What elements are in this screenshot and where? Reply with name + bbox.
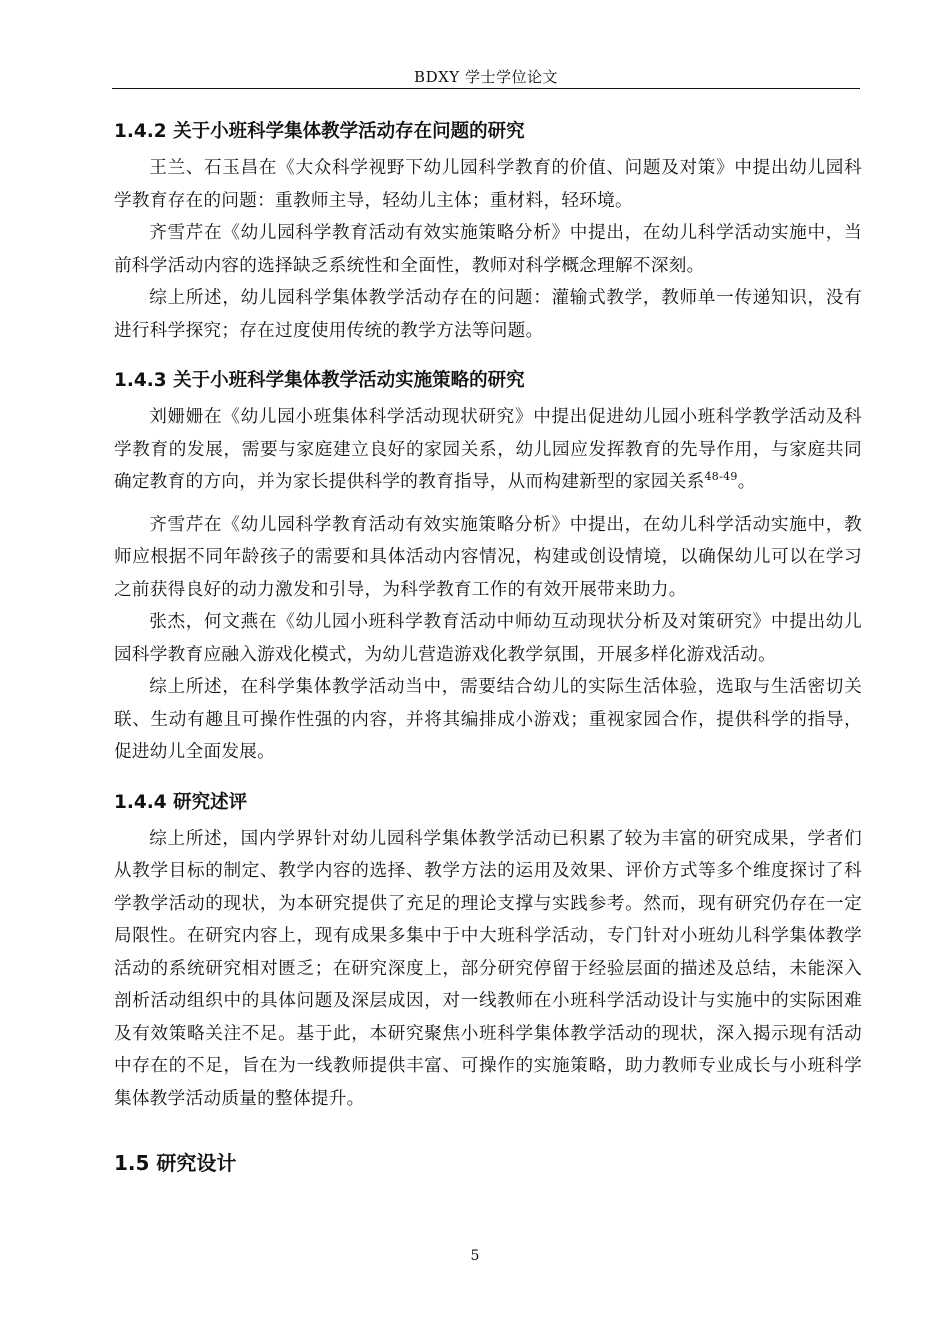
paragraph: 张杰，何文燕在《幼儿园小班科学教育活动中师幼互动现状分析及对策研究》中提出幼儿园科学教育应融入游戏化模式，为幼儿营造游戏化教学氛围，开展多样化游戏活动。	[114, 612, 862, 665]
paragraph-with-citation	[114, 401, 862, 499]
paragraph: 综上所述，幼儿园科学集体教学活动存在的问题：灌输式教学，教师单一传递知识，没有进行科学探究；存在过度使用传统的教学方法等问题。	[114, 288, 862, 341]
section-heading-1-4-2: 1.4.2 关于小班科学集体教学活动存在问题的研究	[114, 121, 525, 142]
section-heading-1-4-4: 1.4.4 研究述评	[114, 791, 248, 813]
paragraph-end: 。	[737, 472, 756, 492]
citation-superscript: 48-49	[704, 470, 738, 483]
paragraph: 综上所述，国内学界针对幼儿园科学集体教学活动已积累了较为丰富的研究成果，学者们从教学目标的制定、教学内容的选择、教学方法的运用及效果、评价方式等多个维度探讨了科学教学活动的现状，为本研究提供了充足的理论支撑与实践参考。然而，现有研究仍存在一定局限性。在研究内容上，现有成果多集中于中大班科学活动，专门针对小班幼儿科学集体教学活动的系统研究相对匮乏；在研究深度上，部分研究停留于经验层面的描述及总结，未能深入剖析活动组织中的具体问题及深层成因，对一线教师在小班科学活动设计与实施中的实际困难及有效策略关注不足。基于此，本研究聚焦小班科学集体教学活动的现状，深入揭示现有活动中存在的不足，旨在为一线教师提供丰富、可操作的实施策略，助力教师专业成长与小班科学集体教学活动质量的整体提升。	[114, 828, 862, 1109]
section-heading-1-4-3: 1.4.3 关于小班科学集体教学活动实施策略的研究	[114, 370, 525, 391]
paragraph: 综上所述，在科学集体教学活动当中，需要结合幼儿的实际生活体验，选取与生活密切关联、生动有趣且可操作性强的内容，并将其编排成小游戏；重视家园合作，提供科学的指导，促进幼儿全面发展。	[114, 677, 862, 762]
paragraph: 王兰、石玉昌在《大众科学视野下幼儿园科学教育的价值、问题及对策》中提出幼儿园科学教育存在的问题：重教师主导，轻幼儿主体；重材料，轻环境。	[114, 158, 862, 211]
paragraph: 齐雪芹在《幼儿园科学教育活动有效实施策略分析》中提出，在幼儿科学活动实施中，教师应根据不同年龄孩子的需要和具体活动内容情况，构建或创设情境，以确保幼儿可以在学习之前获得良好的动力激发和引导，为科学教育工作的有效开展带来助力。	[114, 514, 862, 600]
header-rule	[112, 88, 860, 89]
paragraph-text: 刘姗姗在《幼儿园小班集体科学活动现状研究》中提出促进幼儿园小班科学教学活动及科学教育的发展，需要与家庭建立良好的家园关系，幼儿园应发挥教育的先导作用，与家庭共同确定教育的方向，并为家长提供科学的教育指导，从而构建新型的家园关系	[114, 407, 862, 492]
section-heading-1-5: 1.5 研究设计	[114, 1151, 237, 1175]
page-body	[114, 112, 862, 1185]
paragraph: 齐雪芹在《幼儿园科学教育活动有效实施策略分析》中提出，在幼儿科学活动实施中，当前科学活动内容的选择缺乏系统性和全面性，教师对科学概念理解不深刻。	[114, 223, 862, 276]
page-number: 5	[470, 1248, 480, 1264]
running-header: BDXY 学士学位论文	[414, 68, 558, 86]
